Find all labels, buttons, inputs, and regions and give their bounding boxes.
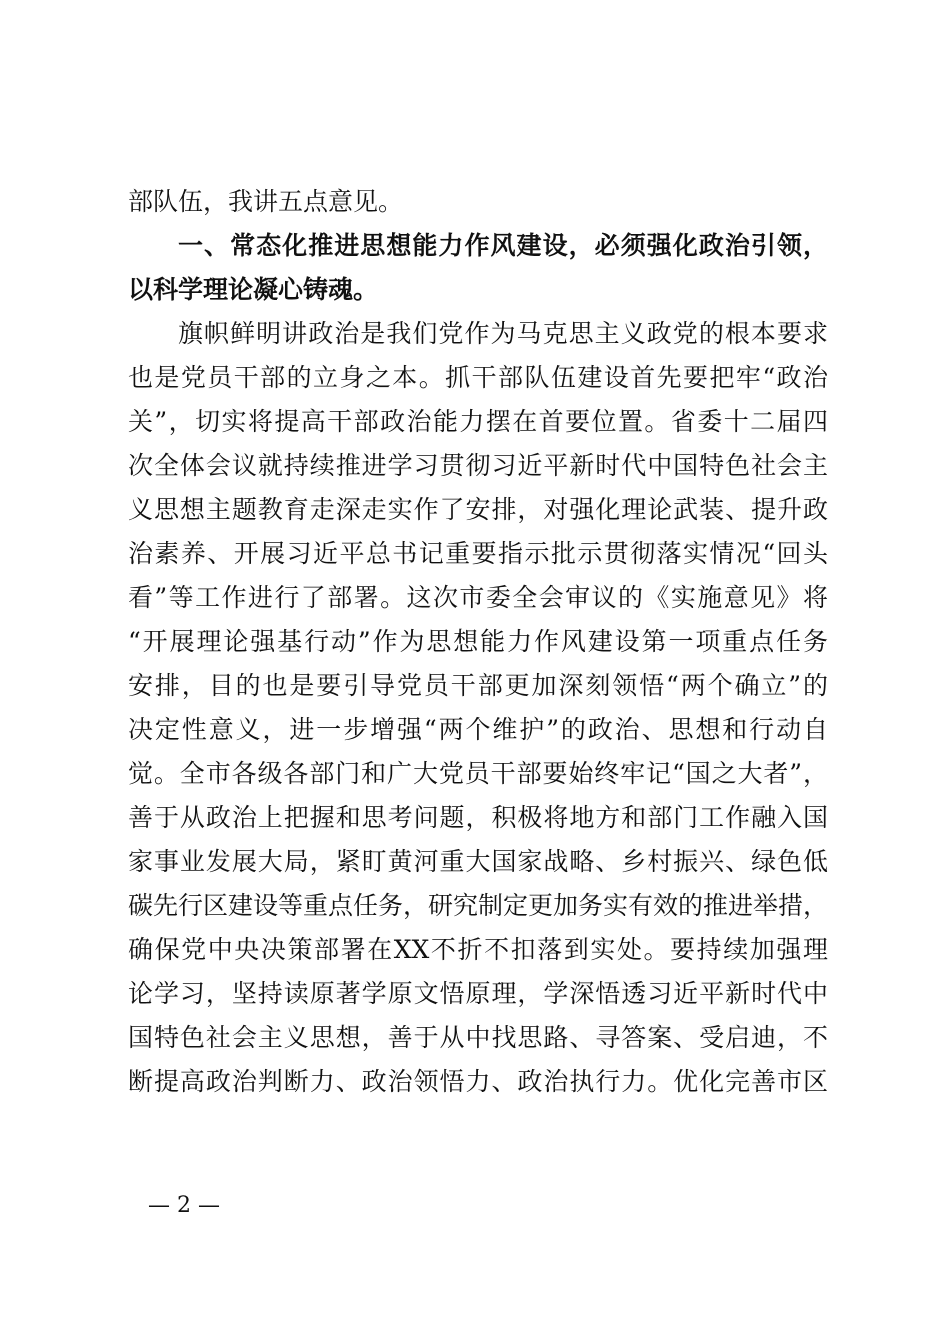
text-line: 断提高政治判断力、政治领悟力、政治执行力。优化完善市区 <box>128 1067 828 1096</box>
text-line: 关”，切实将提高干部政治能力摆在首要位置。省委十二届四 <box>128 407 828 436</box>
text-line: 国特色社会主义思想，善于从中找思路、寻答案、受启迪，不 <box>128 1023 828 1052</box>
text-line: 义思想主题教育走深走实作了安排，对强化理论武装、提升政 <box>128 495 828 524</box>
text-line: “开展理论强基行动”作为思想能力作风建设第一项重点任务 <box>128 627 828 656</box>
text-line: 治素养、开展习近平总书记重要指示批示贯彻落实情况“回头 <box>128 539 828 568</box>
body-text <box>128 180 828 1104</box>
text-line: 看”等工作进行了部署。这次市委全会审议的《实施意见》将 <box>128 583 828 612</box>
section-heading-line: 一、常态化推进思想能力作风建设，必须强化政治引领， <box>178 231 828 260</box>
text-line: 部队伍，我讲五点意见。 <box>128 187 404 216</box>
text-line: 安排，目的也是要引导党员干部更加深刻领悟“两个确立”的 <box>128 671 828 700</box>
page-number: — 2 — <box>148 1193 220 1218</box>
text-line: 确保党中央决策部署在XX不折不扣落到实处。要持续加强理 <box>128 935 828 964</box>
text-line: 决定性意义，进一步增强“两个维护”的政治、思想和行动自 <box>128 715 828 744</box>
text-line: 家事业发展大局，紧盯黄河重大国家战略、乡村振兴、绿色低 <box>128 847 828 876</box>
paragraph-first-line: 旗帜鲜明讲政治是我们党作为马克思主义政党的根本要求 <box>178 319 828 348</box>
text-line: 次全体会议就持续推进学习贯彻习近平新时代中国特色社会主 <box>128 451 828 480</box>
text-line: 碳先行区建设等重点任务，研究制定更加务实有效的推进举措， <box>128 891 829 920</box>
text-line: 论学习，坚持读原著学原文悟原理，学深悟透习近平新时代中 <box>128 979 828 1008</box>
text-line: 觉。全市各级各部门和广大党员干部要始终牢记“国之大者”， <box>128 759 828 788</box>
section-heading-line: 以科学理论凝心铸魂。 <box>128 275 379 304</box>
text-line: 也是党员干部的立身之本。抓干部队伍建设首先要把牢“政治 <box>128 363 828 392</box>
text-line: 善于从政治上把握和思考问题，积极将地方和部门工作融入国 <box>128 803 828 832</box>
